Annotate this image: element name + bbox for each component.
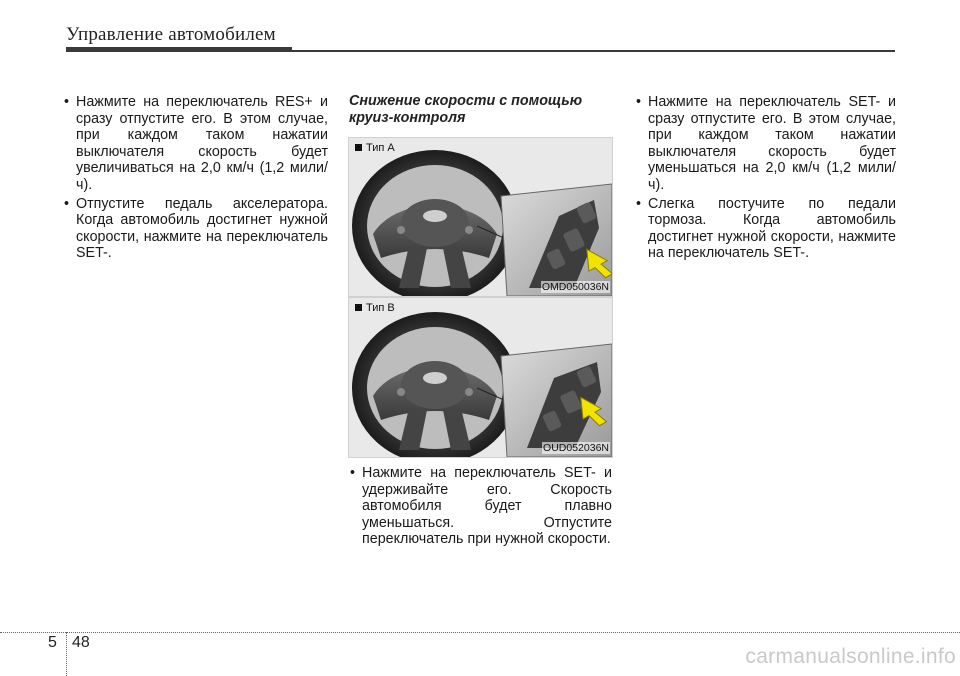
- bullet-text: Нажмите на переключатель RES+ и сразу отпустите его. В этом случае, при каждом таком нажатии выключателя скорость будет увеличиваться на 2,0 км/ч (1,2 мили/ч).: [76, 94, 328, 193]
- watermark: carmanualsonline.info: [745, 645, 956, 668]
- square-bullet-icon: [355, 144, 362, 151]
- steering-wheel-b-illustration: [349, 298, 612, 457]
- section-number: 5: [48, 634, 57, 651]
- square-bullet-icon: [355, 304, 362, 311]
- bullet-item: [346, 465, 612, 548]
- middle-column-text: [346, 465, 612, 550]
- figure-label-text: Тип A: [366, 142, 395, 154]
- bullet-text: Нажмите на переключатель SET- и удерживайте его. Скорость автомобиля будет плавно уменьшаться. Отпустите переключатель при нужной скорости.: [362, 465, 612, 548]
- bullet-marker: •: [636, 195, 642, 212]
- bullet-marker: •: [636, 94, 642, 110]
- bullet-item: [632, 94, 896, 194]
- figure-label: [355, 142, 395, 154]
- bullet-marker: •: [64, 195, 70, 212]
- section-title: Снижение скорости с помощью круиз-контроля: [349, 93, 583, 126]
- figure-label-text: Тип B: [366, 302, 395, 314]
- bullet-marker: •: [64, 94, 70, 110]
- bullet-text: Отпустите педаль акселератора. Когда автомобиль достигнет нужной скорости, нажмите на переключатель SET-.: [76, 195, 328, 262]
- figure-label: [355, 302, 395, 314]
- footer-divider: [66, 632, 67, 676]
- figure-type-a: [348, 137, 613, 297]
- header-rule-thick: [66, 47, 292, 52]
- bullet-item: [632, 196, 896, 262]
- bullet-marker: •: [350, 465, 356, 481]
- footer-rule: [0, 632, 960, 633]
- bullet-item: [60, 196, 328, 262]
- page-number: 48: [72, 634, 90, 651]
- figure-type-b: [348, 297, 613, 458]
- right-column: [632, 94, 896, 264]
- header-rule-thin: [292, 50, 895, 52]
- bullet-item: [60, 94, 328, 194]
- page-header-title: Управление автомобилем: [66, 24, 276, 45]
- figure-code: OUD052036N: [543, 442, 609, 454]
- bullet-text: Слегка постучите по педали тормоза. Когда автомобиль достигнет нужной скорости, нажмите на переключатель SET-.: [648, 195, 896, 262]
- bullet-text: Нажмите на переключатель SET- и сразу отпустите его. В этом случае, при каждом таком нажатии выключателя скорость будет уменьшаться на 2,0 км/ч (1,2 мили/ч).: [648, 94, 896, 193]
- steering-wheel-a-illustration: [349, 138, 612, 296]
- left-column: [60, 94, 328, 264]
- figure-code: OMD050036N: [541, 281, 609, 293]
